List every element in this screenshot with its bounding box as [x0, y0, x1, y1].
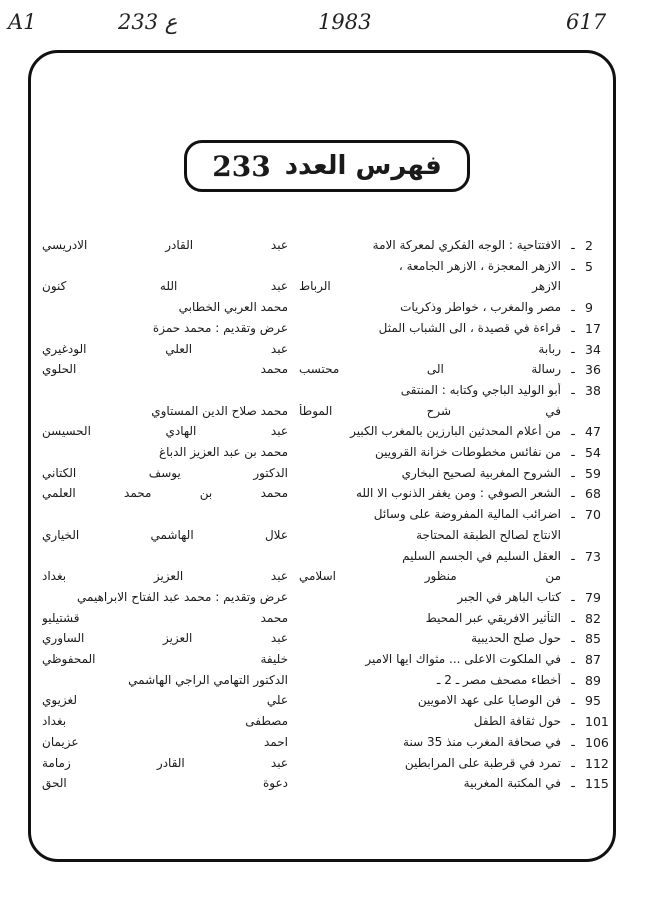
index-entry	[0, 259, 651, 279]
entry-author: عبد القادر الادريسي	[42, 238, 288, 252]
index-entry	[0, 528, 651, 548]
entry-title: تمرد في قرطبة على المرابطين	[404, 755, 561, 770]
entry-title: حول صلح الحديبية	[471, 631, 561, 646]
entry-dash: ـ	[571, 693, 575, 708]
entry-title: أبو الوليد الباجي وكتابه : المنتقى	[400, 382, 561, 397]
entry-title: الازهر المعجزة ، الازهر الجامعة ،	[398, 258, 561, 273]
entry-author: محمد بن محمد العلمي	[42, 486, 288, 501]
entry-page-number: 95	[585, 693, 601, 709]
entry-dash: ـ	[571, 486, 575, 501]
entry-author: محمد قشتيليو	[42, 610, 288, 625]
entry-dash: ـ	[571, 362, 575, 377]
entry-page-number: 5	[585, 258, 593, 274]
entry-title: من نفائس مخطوطات خزانة القرويين	[375, 445, 561, 459]
entry-author: مصطفى بغداد	[42, 714, 288, 729]
index-entry	[0, 549, 651, 569]
index-entry	[0, 652, 651, 672]
entry-dash: ـ	[571, 714, 575, 729]
entry-dash: ـ	[571, 631, 575, 646]
entry-author: عرض وتقديم : محمد حمزة	[152, 320, 288, 335]
entry-page-number: 89	[585, 672, 601, 688]
entry-dash: ـ	[571, 465, 575, 480]
entry-title: من أعلام المحدثين البارزين بالمغرب الكبير	[350, 424, 561, 439]
entry-author: محمد العربي الخطابي	[178, 300, 288, 315]
entry-page-number: 17	[585, 320, 601, 336]
entry-page-number: 85	[585, 631, 601, 647]
entry-title: التأثير الافريقي عبر المحيط	[425, 610, 561, 625]
entry-dash: ـ	[571, 672, 575, 687]
index-entry	[0, 424, 651, 444]
entry-dash: ـ	[571, 258, 575, 273]
entry-page-number: 38	[585, 382, 601, 398]
index-title-text: فهرس العدد	[284, 151, 442, 181]
entry-title: الشعر الصوفي : ومن يغفر الذنوب الا الله	[355, 486, 561, 501]
entry-page-number: 9	[585, 300, 593, 316]
index-entry	[0, 383, 651, 403]
handwritten-year: 1983	[318, 10, 372, 34]
handwritten-issue-mark: 233 ع	[118, 10, 178, 34]
entry-dash: ـ	[571, 424, 575, 439]
index-issue-number: 233	[212, 149, 271, 183]
index-entry	[0, 486, 651, 506]
index-entry	[0, 466, 651, 486]
entry-page-number: 115	[585, 776, 609, 792]
entry-author: عبد الله كنون	[42, 279, 288, 294]
index-entry	[0, 569, 651, 589]
entry-author: خليفة المحفوظي	[42, 652, 288, 666]
index-entry	[0, 404, 651, 424]
index-entry	[0, 238, 651, 258]
entry-title: قراءة في قصيدة ، الى الشباب المثل	[378, 320, 561, 335]
entry-page-number: 68	[585, 486, 601, 502]
index-entry	[0, 507, 651, 527]
entry-dash: ـ	[571, 755, 575, 770]
entry-dash: ـ	[571, 734, 575, 749]
entry-author: علال الهاشمي الخياري	[42, 527, 288, 542]
entry-page-number: 59	[585, 465, 601, 481]
entry-title: حول ثقافة الطفل	[473, 714, 561, 729]
entry-author: علي لغزيوي	[42, 693, 288, 708]
entry-title: اضرائب المالية المفروضة على وسائل	[373, 507, 561, 522]
entry-title: في شرح الموطأ	[299, 403, 561, 418]
index-entry	[0, 776, 651, 796]
index-entry	[0, 756, 651, 776]
entry-author: محمد بن عبد العزيز الدباغ	[158, 445, 288, 459]
entry-author: عبد الهادي الحسيسن	[42, 424, 288, 439]
entry-author: عبد العلي الودغيري	[42, 341, 288, 356]
entry-title: مصر والمغرب ، خواطر وذكريات	[400, 300, 561, 315]
entry-page-number: 47	[585, 424, 601, 440]
entry-author: محمد صلاح الدين المستاوي	[151, 403, 288, 418]
entry-title: في الملكوت الاعلى ... مثواك ايها الامير	[365, 652, 561, 666]
entry-dash: ـ	[571, 382, 575, 397]
entry-page-number: 101	[585, 714, 609, 730]
entry-author: احمد عزيمان	[42, 734, 288, 749]
entry-author: عبد العزيز بغداد	[42, 569, 288, 584]
index-entry	[0, 279, 651, 299]
entry-page-number: 82	[585, 610, 601, 626]
index-entry	[0, 445, 651, 465]
entry-title: في المكتبة المغربية	[463, 776, 561, 791]
entry-title: العقل السليم في الجسم السليم	[402, 548, 561, 563]
index-entry	[0, 673, 651, 693]
entry-author: عرض وتقديم : محمد عبد الفتاح الابراهيمي	[77, 589, 288, 604]
entry-dash: ـ	[571, 776, 575, 791]
entry-page-number: 70	[585, 507, 601, 523]
entry-dash: ـ	[571, 341, 575, 356]
index-entry	[0, 714, 651, 734]
entry-page-number: 79	[585, 589, 601, 605]
entry-page-number: 106	[585, 734, 609, 750]
entry-page-number: 54	[585, 445, 601, 460]
entry-dash: ـ	[571, 610, 575, 625]
index-entry	[0, 300, 651, 320]
entry-title: في صحافة المغرب منذ 35 سنة	[403, 734, 561, 749]
entry-author: عبد العزيز الساوري	[42, 631, 288, 646]
entry-dash: ـ	[571, 589, 575, 604]
index-entry	[0, 631, 651, 651]
handwritten-page-mark: 617	[566, 10, 607, 34]
entry-author: الدكتور يوسف الكتاني	[42, 465, 288, 480]
entry-dash: ـ	[571, 320, 575, 335]
entry-dash: ـ	[571, 300, 575, 315]
entry-page-number: 112	[585, 755, 609, 771]
entry-page-number: 73	[585, 548, 601, 564]
handwritten-left-mark: A1	[8, 10, 37, 34]
index-title-box	[184, 140, 470, 192]
entry-title: الازهر الرباط	[299, 279, 561, 294]
entry-title: رسالة الى محتسب	[299, 362, 561, 377]
index-entry	[0, 735, 651, 755]
entry-dash: ـ	[571, 238, 575, 252]
entry-title: فن الوصايا على عهد الامويين	[417, 693, 561, 708]
index-entry	[0, 362, 651, 382]
entry-dash: ـ	[571, 548, 575, 563]
index-entry	[0, 342, 651, 362]
entry-title: كتاب الباهر في الجبر	[457, 589, 561, 604]
entry-title: أخطاء مصحف مصر ـ 2 ـ	[436, 672, 561, 687]
entry-author: الدكتور التهامي الراجي الهاشمي	[128, 672, 288, 687]
index-entry	[0, 611, 651, 631]
entry-title: ربابة	[538, 341, 561, 356]
entry-author: عبد القادر زمامة	[42, 755, 288, 770]
index-entry	[0, 693, 651, 713]
entry-dash: ـ	[571, 652, 575, 666]
entry-author: محمد الحلوي	[42, 362, 288, 377]
entry-page-number: 87	[585, 652, 601, 667]
entry-page-number: 2	[585, 238, 593, 253]
index-entry	[0, 321, 651, 341]
entry-page-number: 34	[585, 341, 601, 357]
entry-page-number: 36	[585, 362, 601, 378]
entry-title: من منظور اسلامي	[299, 569, 561, 584]
entry-title: الافتتاحية : الوجه الفكري لمعركة الامة	[372, 238, 561, 252]
entry-author: دعوة الحق	[42, 776, 288, 791]
index-entry	[0, 590, 651, 610]
entry-title: الانتاج لصالح الطبقة المحتاجة	[416, 527, 561, 542]
entry-dash: ـ	[571, 507, 575, 522]
entry-title: الشروح المغربية لصحيح البخاري	[401, 465, 561, 480]
entry-dash: ـ	[571, 445, 575, 459]
